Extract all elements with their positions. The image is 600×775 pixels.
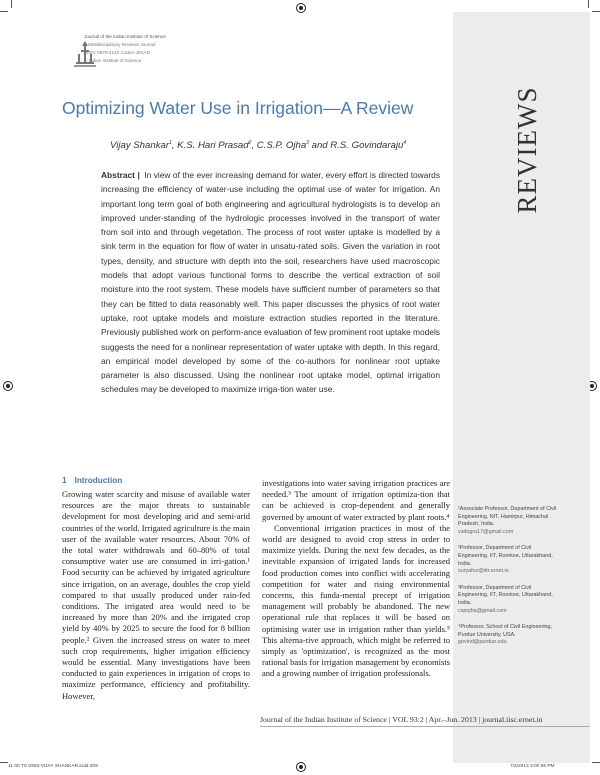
affiliation-email: vsdogra17@gmail.com [458, 528, 514, 535]
registration-mark-bottom [296, 762, 306, 772]
journal-name: Journal of the Indian Institute of Science [84, 34, 166, 39]
affiliation-item [458, 506, 562, 536]
author-affil-sup: 4 [403, 140, 407, 146]
paper-title: Optimizing Water Use in Irrigation—A Review [62, 98, 414, 118]
affiliation-text: ³Professor, Department of Civil Engineering, IIT, Roorkee, Uttarakhand, India. [458, 584, 553, 606]
print-slug-file: 11 00 TS 0303-VIJAY SHANKAR.indd 209 [8, 764, 98, 769]
journal-footer: Journal of the Indian Institute of Science | VOL 93:2 | Apr.–Jun. 2013 | journal.iisc.ernet.in [260, 715, 543, 724]
print-slug-date: 7/2/2013 3:00:56 PM [510, 764, 555, 769]
body-column-right [262, 478, 450, 680]
crop-mark [0, 11, 8, 12]
crop-mark [588, 0, 589, 8]
affiliation-item [458, 624, 562, 647]
footer-rule [260, 726, 590, 727]
journal-issn: ISSN: 0970-4140 Coden-JIISAD [84, 50, 150, 55]
author-list [110, 140, 406, 151]
body-paragraph: Conventional irrigation practices in most of the world are designed to avoid crop stress in order to maximize yields. During the next few decades, as the inevitable expansion of irrigated lands for increased food production comes into conflict with accelerating competition for water and rising environmental concerns, this funda-mental precept of irrigation management will probably be abandoned. The new operational rule that replaces it will be based on optimising water use in irrigation rather than yields.⁵ This alterna-tive approach, which might be referred to simply as 'optimization', is recognized as the most rational basis for irrigation management by economists and a growing number of irrigation professionals. [262, 522, 450, 679]
abstract [101, 168, 440, 397]
crop-mark [592, 11, 600, 12]
crop-mark [11, 0, 12, 8]
abstract-text: In view of the ever increasing demand for water, every effort is directed towards increasing the efficiency of water-use including the optimal use of water for irrigation. An important long term goal of both engineering and agricultural hydrologists is to develop an improved under-standing of the hydrologic processes involved in the transport of water from soil into and through vegetation. The process of root water uptake is modelled by a sink term in the equation for flow of water in unsatu-rated soils. Given the variation in root types, density, and structure with depth into the soil, researchers have used macroscopic models that adopt various functional forms to describe the vertical extraction of soil moisture into the root system. These models have sufficient number of parameters so that they can be fitted to data reasonably well. This paper discusses the physics of root water uptake, root uptake models and moisture extraction studies reported in the literature. Previously published work on perform-ance evaluation of few prominent root uptake models suggests the need for a nonlinear representation of water uptake with depth. In this regard, an empirical model developed by some of the co-authors for nonlinear root uptake parameter is also discussed. Using the nonlinear root uptake model, optimal irrigation schedules may be developed to maximize irriga-tion water use. [101, 170, 441, 395]
author-name: K.S. Hari Prasad [177, 140, 249, 152]
body-paragraph: investigations into water saving irrigation practices are needed.³ The amount of irrigation optimiza-tion that can be achieved is crop-dependent and generally governed by amount of water extracted by plant roots.⁴ [262, 478, 450, 522]
section-number: 1 [62, 476, 67, 485]
author-affil-sup: 1 [169, 140, 172, 146]
affiliation-text: ²Professor, Department of Civil Engineering, IIT, Roorkee, Uttarakhand, India. [458, 545, 553, 567]
abstract-label: Abstract [101, 170, 135, 180]
affiliation-email: cspojha@gmail.com [458, 607, 507, 614]
author-separator: and [308, 140, 331, 152]
body-paragraph: Growing water scarcity and misuse of available water resources are the major threats to sustainable development for most developing arid and semi-arid countries of the world. Irrigated agriculture is the main user of the available water resources. About 70% of the total water withdrawals and 60–80% of total consumptive water use are consumed in irri-gation.¹ Food security can be achieved by irrigated agriculture since irrigation, on an average, doubles the crop yield compared to that usually produced under rain-fed conditions. The irrigated area would need to be increased by more than 20% and the irrigated crop yield by 40% by 2025 to secure the food for 8 billion people.² Given the increased stress on water to meet such crop requirements, higher irrigation efficiency would be essential. Many investigations have been conducted to gain experiences in irrigation of crops to maximize performance, efficiency and profitability. However, [62, 489, 250, 701]
affiliation-text: ¹Associate Professor, Department of Civil Engineering, NIT, Hamirpur, Himachal Pradesh, India. [458, 506, 557, 528]
journal-copyright: © Indian Institute of Science [84, 58, 142, 63]
affiliation-email: suryafce@iitr.ernet.in [458, 568, 509, 575]
affiliation-text: ⁴Professor, School of Civil Engineering, Purdue University, USA. [458, 624, 553, 638]
author-name: C.S.P. Ojha [256, 140, 307, 152]
crop-mark [592, 762, 600, 763]
section-title: Introduction [74, 476, 123, 485]
crop-mark [0, 762, 8, 763]
abstract-bar: | [137, 170, 140, 180]
author-separator: , [171, 140, 178, 152]
section-label-text: REVIEWS [512, 86, 543, 214]
section-label-reviews [506, 60, 554, 240]
registration-mark-left [3, 381, 13, 391]
author-affiliations [458, 506, 562, 656]
affiliation-email: govind@purdue.edu [458, 639, 507, 646]
affiliation-item [458, 585, 562, 615]
registration-mark-top [296, 3, 306, 13]
author-name: R.S. Govindaraju [330, 140, 404, 152]
section-heading-introduction [62, 476, 122, 485]
author-name: Vijay Shankar [110, 140, 170, 152]
author-affil-sup: 3 [306, 140, 309, 146]
body-column-left [62, 489, 250, 702]
journal-subtitle: A Multidisciplinary Reviews Journal [84, 42, 156, 47]
author-affil-sup: 2 [248, 140, 252, 146]
journal-info [84, 33, 166, 65]
author-separator: , [251, 140, 257, 152]
affiliation-item [458, 545, 562, 575]
